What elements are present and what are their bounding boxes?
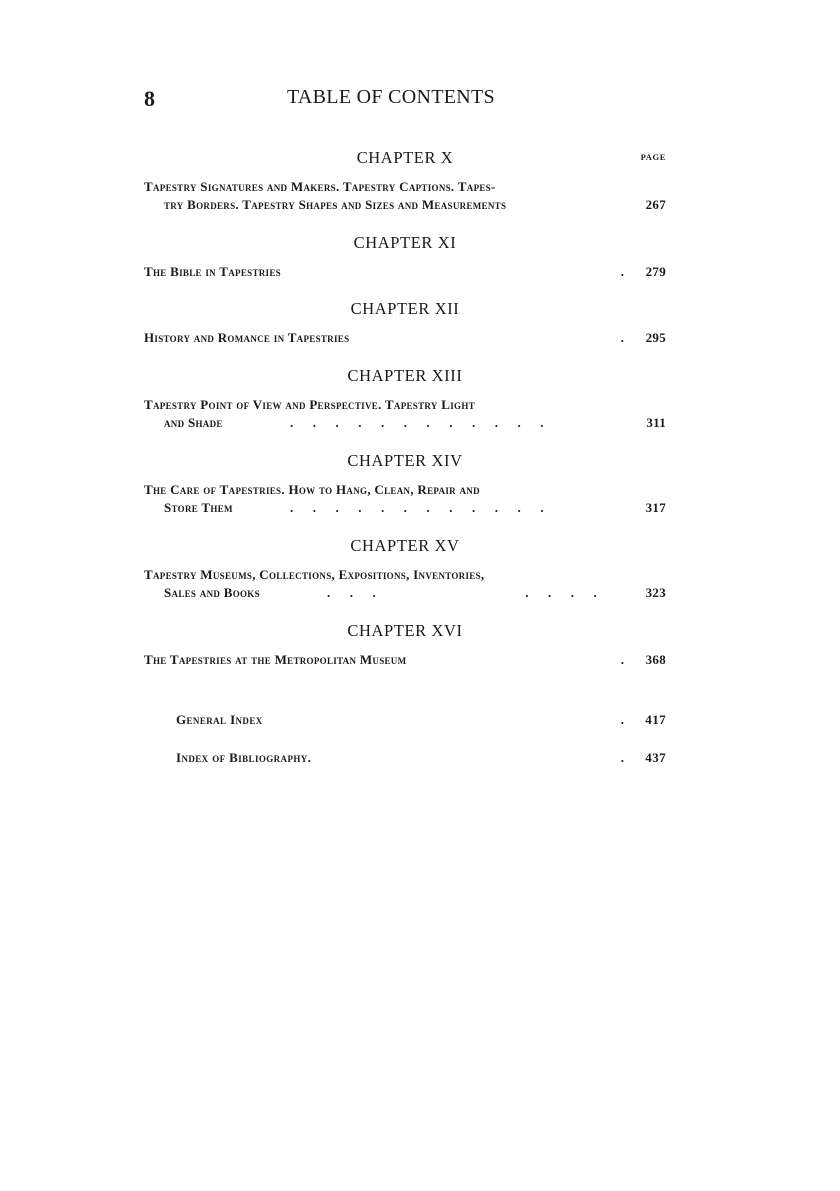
index-entry [176, 712, 666, 728]
running-header [144, 86, 666, 116]
entry-line: Tapestry Point of View and Perspective. Tapestry Light [144, 397, 475, 412]
page-ref: 267 [645, 197, 666, 212]
toc-entry [144, 264, 666, 282]
entry-line: Sales and Books [164, 585, 260, 600]
entry-line: Tapestry Museums, Collections, Expositions, Inventories, [144, 567, 485, 582]
entry-line: The Care of Tapestries. How to Hang, Clean, Repair and [144, 482, 480, 497]
toc-entry [144, 652, 666, 670]
toc-entry [144, 482, 666, 518]
dot-leader: . . . . . . . . . . . . [290, 415, 544, 430]
entry-line: History and Romance in Tapestries [144, 330, 350, 345]
page-ref: 311 [646, 415, 666, 430]
dot-leader: . [620, 652, 624, 667]
dot-leader: . [620, 264, 624, 279]
page-title: TABLE OF CONTENTS [287, 86, 495, 108]
chapter-heading: CHAPTER XIII [347, 366, 463, 385]
chapter-heading: CHAPTER XIV [347, 451, 463, 470]
chapter-heading: CHAPTER XVI [347, 621, 463, 640]
toc-entry [144, 330, 666, 348]
toc-entry [144, 179, 666, 215]
page-ref: 417 [645, 712, 666, 727]
dot-leader: . . . . . . . [327, 585, 597, 600]
page-ref: 368 [645, 652, 666, 667]
index-entry [176, 750, 666, 766]
chapter-heading: CHAPTER XI [353, 233, 457, 252]
index-label: General Index [176, 712, 263, 727]
dot-leader: . [620, 712, 624, 727]
chapter-heading: CHAPTER XII [350, 299, 460, 318]
toc-entry [144, 567, 666, 603]
page-ref: 295 [645, 330, 666, 345]
index-label: Index of Bibliography. [176, 750, 312, 765]
page-ref: 279 [645, 264, 666, 279]
page-number: 8 [144, 86, 155, 111]
page-ref: 437 [645, 750, 666, 765]
entry-line: Tapestry Signatures and Makers. Tapestry Captions. Tapes- [144, 179, 496, 194]
page-ref: 317 [645, 500, 666, 515]
toc-entry [144, 397, 666, 433]
entry-line: Store Them [164, 500, 233, 515]
entry-line: The Bible in Tapestries [144, 264, 281, 279]
entry-line: and Shade [164, 415, 223, 430]
page-ref: 323 [645, 585, 666, 600]
dot-leader: . [620, 330, 624, 345]
dot-leader: . . . . . . . . . . . . [290, 500, 544, 515]
dot-leader: . [620, 750, 624, 765]
chapter-heading: CHAPTER XV [350, 536, 460, 555]
page-column-label: PAGE [640, 152, 666, 162]
entry-line: The Tapestries at the Metropolitan Museum [144, 652, 407, 667]
entry-line: try Borders. Tapestry Shapes and Sizes and Measurements [164, 197, 507, 212]
chapter-heading: CHAPTER X [356, 148, 454, 167]
